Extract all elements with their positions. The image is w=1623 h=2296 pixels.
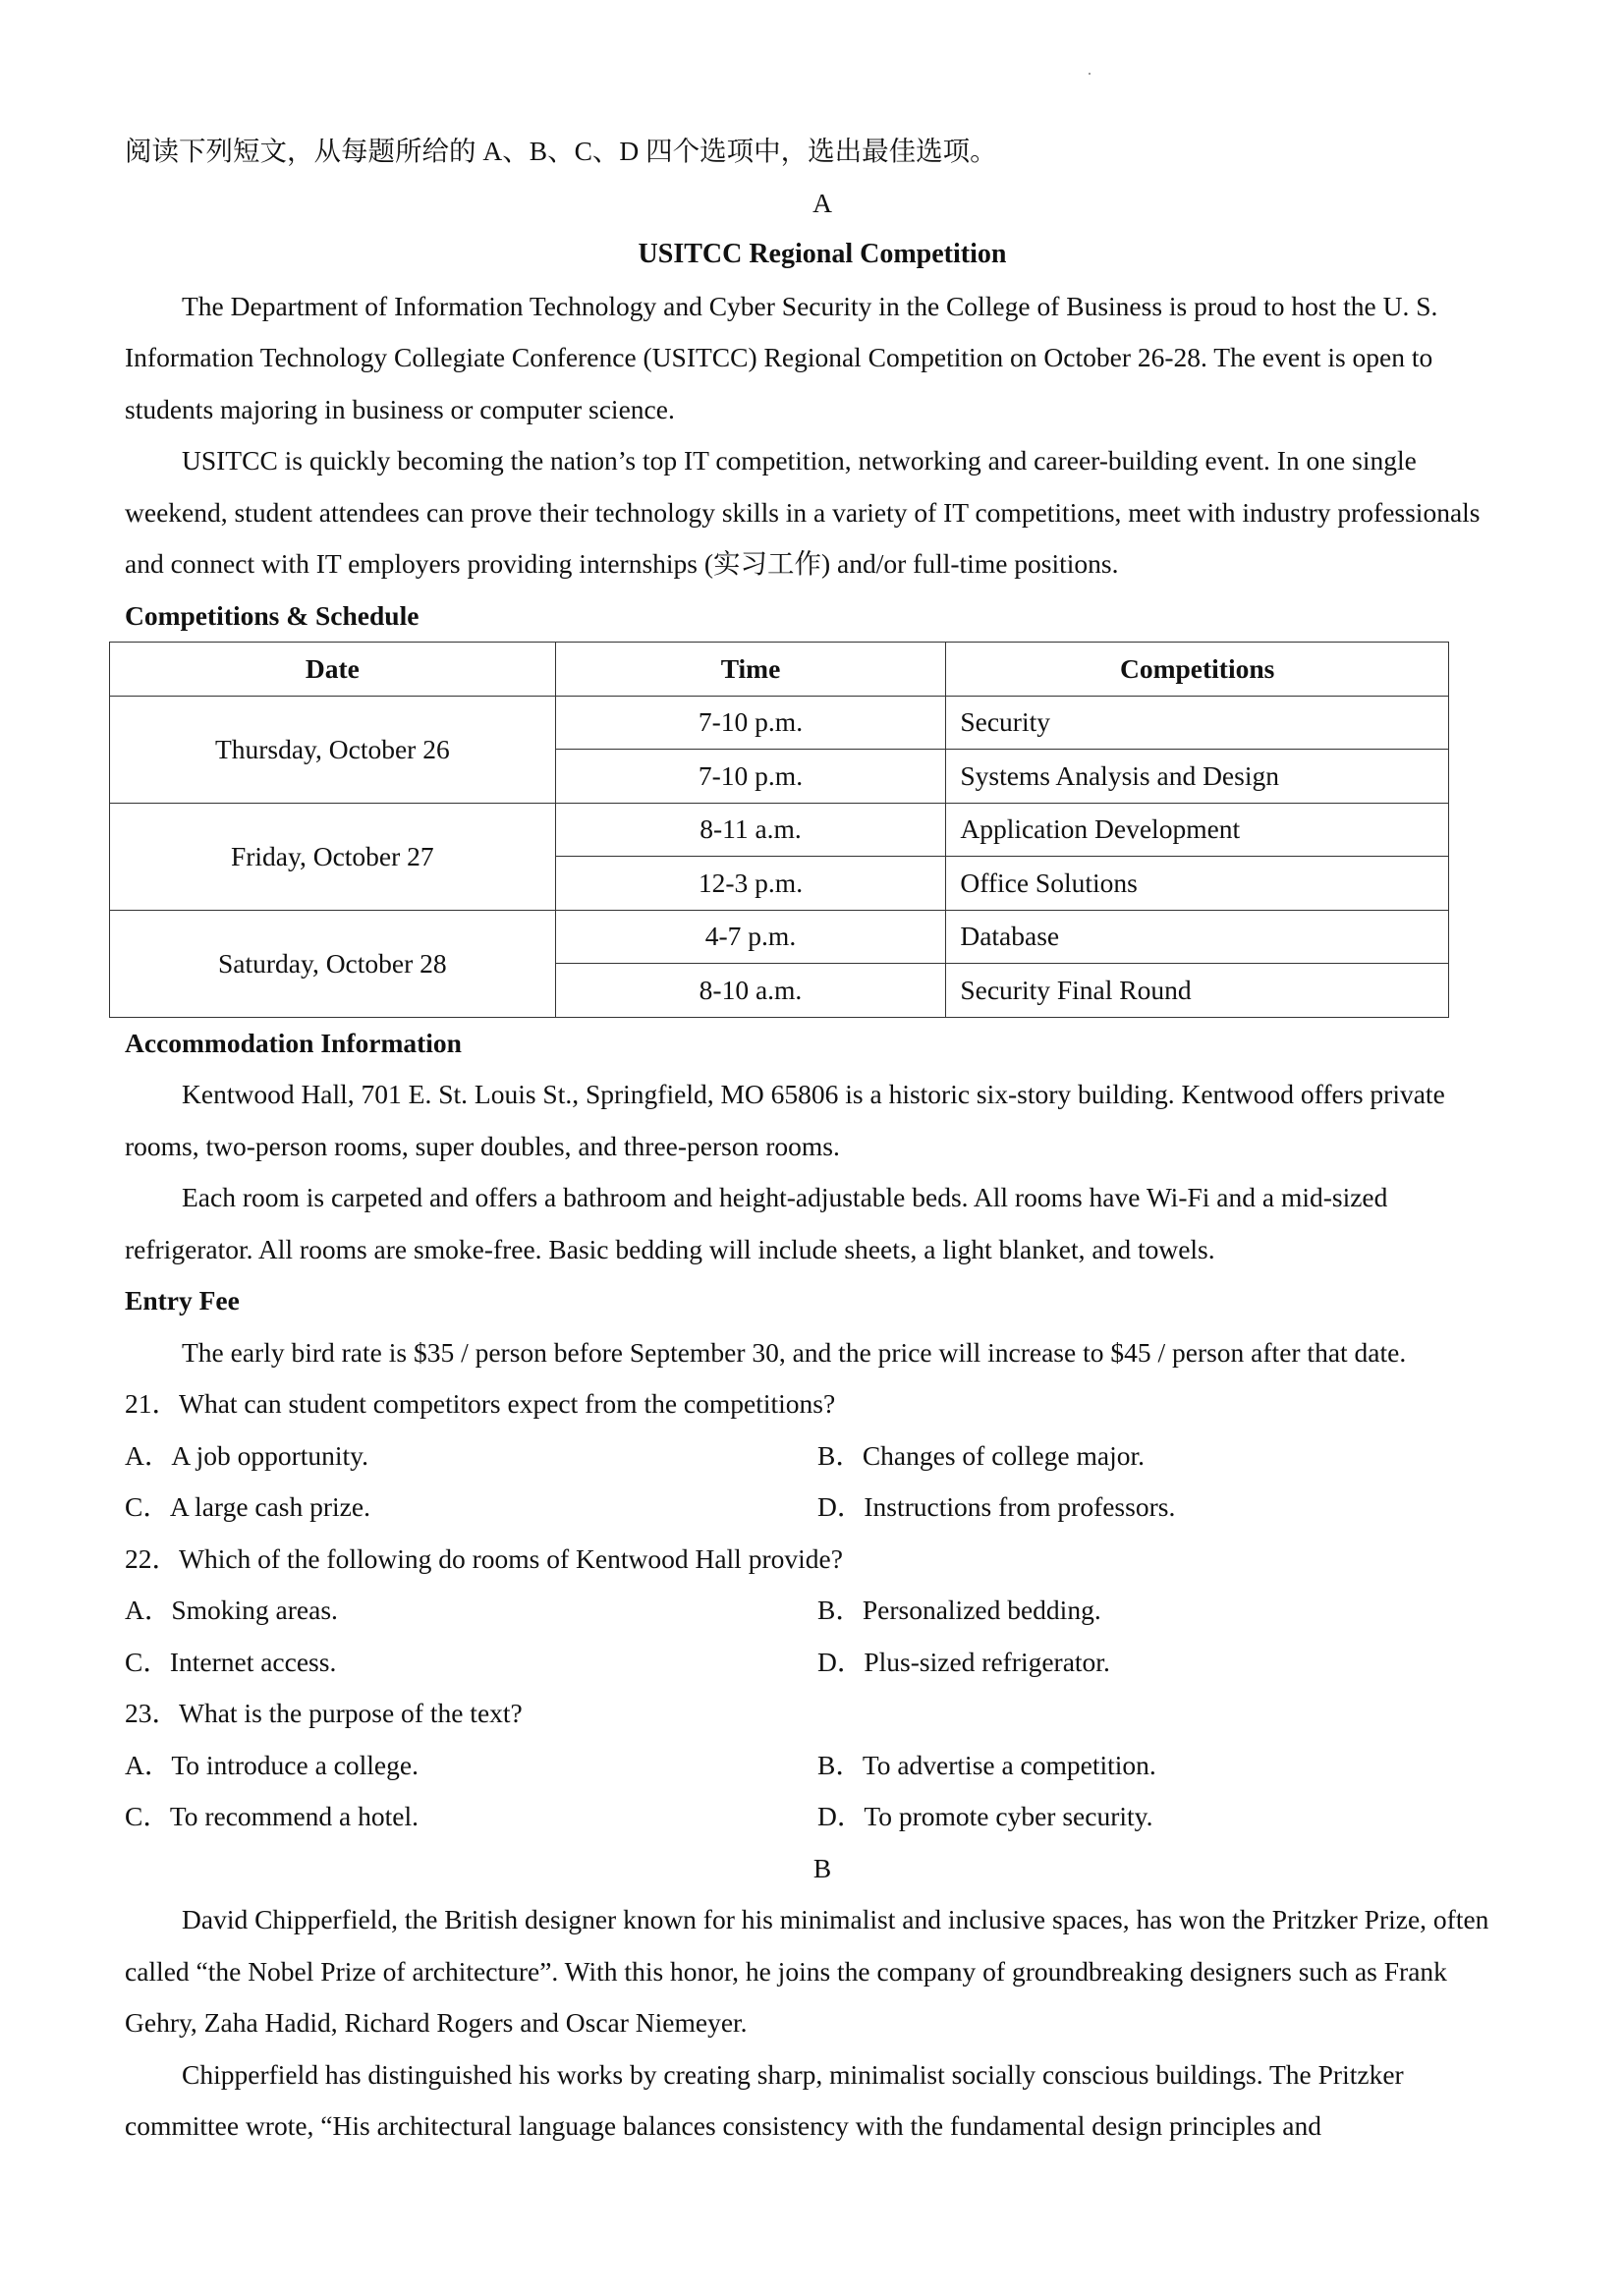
time-cell: 7-10 p.m. (555, 750, 946, 804)
page-content (125, 126, 1520, 2153)
option-d[interactable]: D．Plus-sized refrigerator. (817, 1646, 1110, 1677)
schedule-header-row (110, 643, 1449, 697)
competition-cell: Systems Analysis and Design (946, 750, 1449, 804)
question-stem: 21．What can student competitors expect from the competitions? (125, 1388, 836, 1419)
scan-speck (1089, 73, 1091, 75)
passage-b-para1: David Chipperfield, the British designer known for his minimalist and inclusive spaces, has won the Pritzker Prize, often called “the Nobel Prize of architecture”. With this honor, he joins the company of groundbreaking designers such as Frank Gehry, Zaha Hadid, Richard Rogers and Oscar Niemeyer. (125, 1904, 1489, 2038)
accommodation-para2: Each room is carpeted and offers a bathroom and height-adjustable beds. All rooms have Wi-Fi and a mid-sized refrigerator. All rooms are smoke-free. Basic bedding will include sheets, a light blanket, and towels. (125, 1182, 1388, 1264)
table-row (110, 910, 1449, 964)
passage-a-para2: USITCC is quickly becoming the nation’s top IT competition, networking and career-building event. In one single weekend, student attendees can prove their technology skills in a variety of IT competitions, meet with industry professionals and connect with IT employers providing internships (实习工作) and/or full-time positions. (125, 445, 1481, 579)
option-c[interactable]: C．Internet access. (125, 1646, 337, 1677)
option-c[interactable]: C．A large cash prize. (125, 1491, 370, 1522)
question-stem: 23．What is the purpose of the text? (125, 1698, 523, 1728)
time-cell: 8-11 a.m. (555, 803, 946, 857)
competition-cell: Security Final Round (946, 964, 1449, 1018)
schedule-table (109, 642, 1449, 1018)
options-row (125, 1637, 1520, 1689)
option-d[interactable]: D．To promote cyber security. (817, 1801, 1153, 1831)
header-time: Time (555, 643, 946, 697)
option-a[interactable]: A．Smoking areas. (125, 1595, 338, 1625)
accommodation-heading: Accommodation Information (125, 1027, 462, 1058)
fee-para: The early bird rate is $35 / person before September 30, and the price will increase to $45 / person after that date. (182, 1336, 1407, 1368)
option-d[interactable]: D．Instructions from professors. (817, 1491, 1176, 1522)
options-row (125, 1430, 1520, 1483)
options-row (125, 1740, 1520, 1792)
question-stem: 22．Which of the following do rooms of Kentwood Hall provide? (125, 1542, 843, 1574)
competition-cell: Security (946, 696, 1449, 750)
accommodation-para1: Kentwood Hall, 701 E. St. Louis St., Springfield, MO 65806 is a historic six-story building. Kentwood offers private rooms, two-person rooms, super doubles, and three-person rooms. (125, 1079, 1445, 1161)
competition-cell: Application Development (946, 803, 1449, 857)
passage-a-letter: A (812, 187, 832, 218)
date-cell: Saturday, October 28 (110, 910, 556, 1017)
options-row (125, 1585, 1520, 1637)
option-b[interactable]: B．Changes of college major. (817, 1439, 1145, 1471)
instruction-text: 阅读下列短文，从每题所给的 A、B、C、D 四个选项中，选出最佳选项。 (125, 136, 997, 166)
options-row (125, 1482, 1520, 1534)
date-cell: Friday, October 27 (110, 803, 556, 910)
time-cell: 8-10 a.m. (555, 964, 946, 1018)
option-a[interactable]: A．To introduce a college. (125, 1749, 419, 1780)
table-row (110, 803, 1449, 857)
time-cell: 12-3 p.m. (555, 857, 946, 911)
option-a[interactable]: A．A job opportunity. (125, 1439, 369, 1471)
option-c[interactable]: C．To recommend a hotel. (125, 1801, 419, 1831)
passage-b-para2: Chipperfield has distinguished his works by creating sharp, minimalist socially conscious buildings. The Pritzker committee wrote, “His architectural language balances consistency with the fundamental design principles and (125, 2058, 1404, 2141)
options-row (125, 1791, 1520, 1843)
date-cell: Thursday, October 26 (110, 696, 556, 803)
header-competitions: Competitions (946, 643, 1449, 697)
option-b[interactable]: B．To advertise a competition. (817, 1749, 1156, 1780)
passage-a-para1: The Department of Information Technology and Cyber Security in the College of Business is proud to host the U. S. Information Technology Collegiate Conference (USITCC) Regional Competition on October 26-28. The event is open to students majoring in business or computer science. (125, 290, 1438, 424)
header-date: Date (110, 643, 556, 697)
competition-cell: Office Solutions (946, 857, 1449, 911)
table-row (110, 696, 1449, 750)
time-cell: 4-7 p.m. (555, 910, 946, 964)
option-b[interactable]: B．Personalized bedding. (817, 1595, 1101, 1625)
fee-heading: Entry Fee (125, 1285, 240, 1316)
passage-b-letter: B (812, 1852, 832, 1883)
time-cell: 7-10 p.m. (555, 696, 946, 750)
passage-a-title: USITCC Regional Competition (638, 239, 1007, 269)
competition-cell: Database (946, 910, 1449, 964)
schedule-heading: Competitions & Schedule (125, 599, 420, 631)
